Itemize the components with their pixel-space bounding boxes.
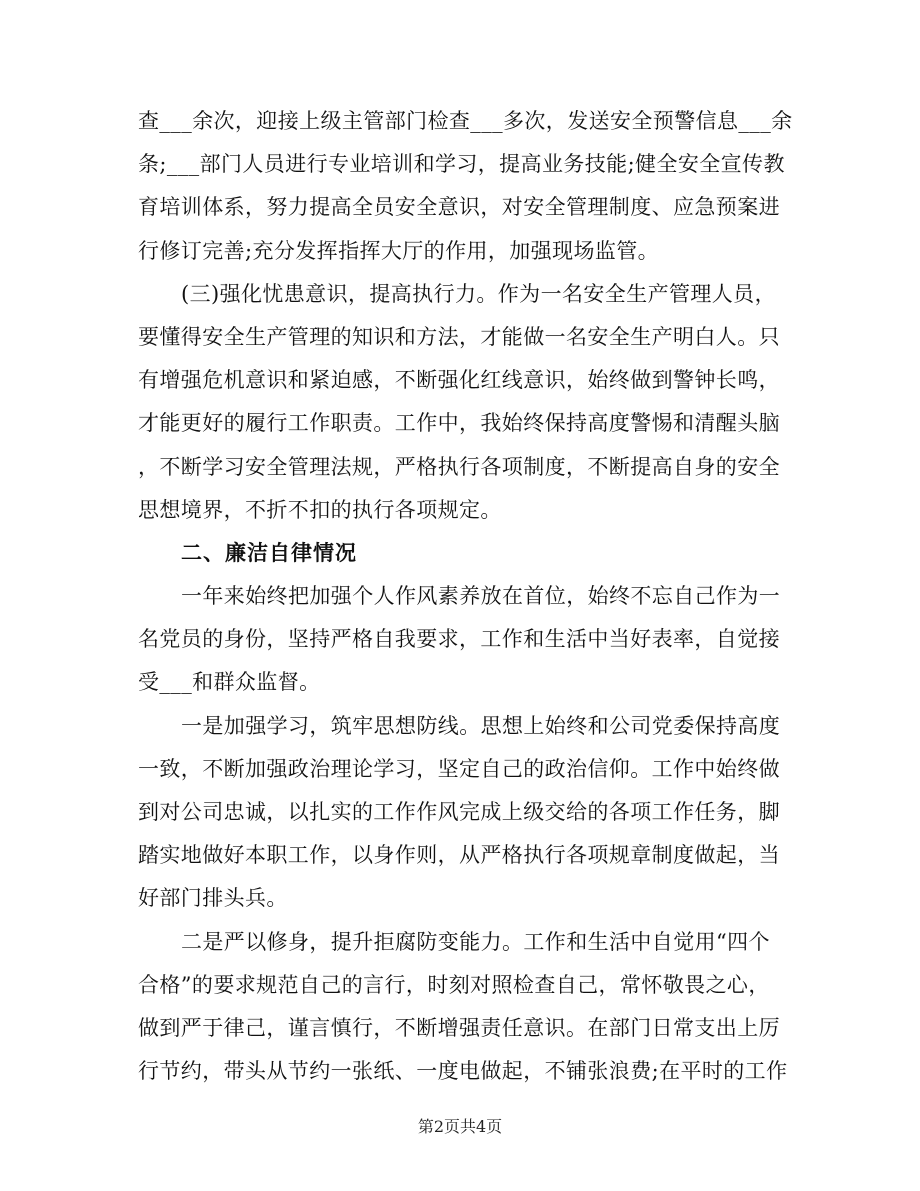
text-line: 合格”的要求规范自己的言行，时刻对照检查自己，常怀敬畏之心， (138, 972, 770, 997)
section-heading: 二、廉洁自律情况 (181, 540, 357, 565)
text-line: 查___余次，迎接上级主管部门检查___多次，发送安全预警信息___余 (138, 109, 793, 133)
text-line: 踏实地做好本职工作，以身作则，从严格执行各项规章制度做起，当 (138, 843, 780, 868)
text-line: 受___和群众监督。 (138, 670, 321, 695)
text-line: 好部门排头兵。 (138, 886, 288, 911)
page-number-footer: 第2页共4页 (417, 1117, 503, 1136)
text-line: 行节约，带头从节约一张纸、一度电做起，不铺张浪费;在平时的工作 (138, 1059, 788, 1084)
text-line: 做到严于律己，谨言慎行，不断增强责任意识。在部门日常支出上厉 (138, 1015, 780, 1040)
paragraph-first-line: 二是严以修身，提升拒腐防变能力。工作和生活中自觉用“四个 (181, 929, 770, 954)
text-line: 行修订完善;充分发挥指挥大厅的作用，加强现场监管。 (138, 238, 660, 263)
text-line: 条;___部门人员进行专业培训和学习，提高业务技能;健全安全宣传教 (138, 152, 785, 177)
text-line: 育培训体系，努力提高全员安全意识，对安全管理制度、应急预案进 (138, 195, 780, 220)
paragraph-first-line: 一是加强学习，筑牢思想防线。思想上始终和公司党委保持高度 (181, 713, 781, 738)
text-line: 到对公司忠诚，以扎实的工作作风完成上级交给的各项工作任务，脚 (138, 800, 780, 824)
text-line: 思想境界，不折不扣的执行各项规定。 (138, 497, 502, 522)
text-line: 一致，不断加强政治理论学习，坚定自己的政治信仰。工作中始终做 (138, 756, 780, 781)
text-line: ，不断学习安全管理法规，严格执行各项制度，不断提高自身的安全 (138, 454, 780, 479)
paragraph-first-line: (三)强化忧患意识，提高执行力。作为一名安全生产管理人员， (181, 281, 776, 306)
text-line: 才能更好的履行工作职责。工作中，我始终保持高度警惕和清醒头脑 (138, 411, 780, 436)
paragraph-first-line: 一年来始终把加强个人作风素养放在首位，始终不忘自己作为一 (181, 584, 781, 609)
document-body (138, 100, 793, 1093)
text-line: 名党员的身份，坚持严格自我要求，工作和生活中当好表率，自觉接 (138, 627, 780, 652)
text-line: 要懂得安全生产管理的知识和方法，才能做一名安全生产明白人。只 (138, 324, 780, 349)
text-line: 有增强危机意识和紧迫感，不断强化红线意识，始终做到警钟长鸣， (138, 368, 780, 393)
